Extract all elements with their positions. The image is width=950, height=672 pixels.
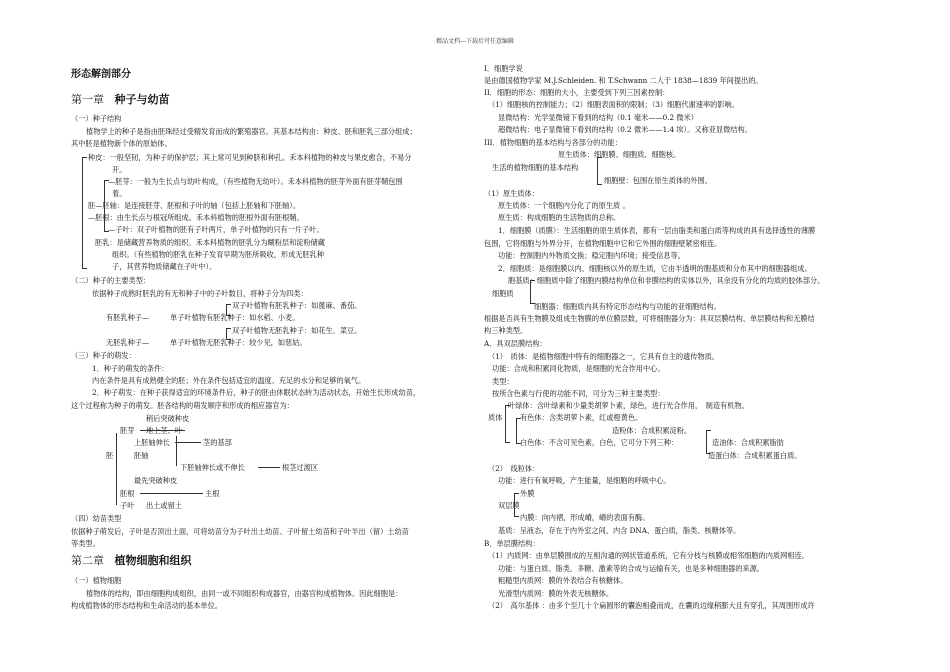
text-line: （二）种子的主要类型： xyxy=(71,276,151,285)
text-line: 质体 xyxy=(488,413,503,422)
text-line: 构三种类型。 xyxy=(484,326,528,335)
chapter-1-title: 种子与幼苗 xyxy=(114,93,170,106)
text-line: （1） 质体：是植物细胞中特有的细胞器之一，它具有自主的遗传物质。 xyxy=(488,352,719,361)
text-line: 依据种子成熟时胚乳的有无和种子中的子叶数目，将种子分为四类： xyxy=(92,289,308,298)
text-line: 包围，它将细胞与外界分开，在植物细胞中它和它外围的细胞壁紧密相连。 xyxy=(484,239,722,248)
text-line: 功能：与蛋白质、脂类、多糖、激素等的合成与运输有关，也是多种细胞器的来源。 xyxy=(498,564,764,573)
text-line: 造油体：合成积累脂肪 xyxy=(712,438,784,447)
text-line: 子，其营养物质储藏在子叶中）。 xyxy=(112,262,217,271)
page-header: 精品文档---下载后可任意编辑 xyxy=(435,38,515,45)
text-line: 植物学上的种子是指由胚珠经过受精发育而成的繁殖器官。其基本结构由：种皮、胚和胚乳三部分组成； xyxy=(86,127,417,136)
text-line: 功能：合成和积累同化物质，是细胞的光合作用中心。 xyxy=(492,364,665,373)
diagram-label: 胚 xyxy=(106,451,114,460)
text-line: 2．种子萌发：在种子获得适宜的环境条件后，种子的胚由休眠状态转为活动状态，开始生长形成幼苗， xyxy=(92,388,421,397)
text-line: 种皮：一般坚韧，为种子的保护层；其上常可见到种脐和种孔。禾本科植物的种皮与果皮愈合，不易分 xyxy=(88,153,412,162)
text-line: （一）种子结构 xyxy=(71,114,122,123)
text-line: 双子叶植物有胚乳种子：如蓖麻、番茄。 xyxy=(232,301,362,310)
text-line: 原生质体：细胞膜、细胞质、细胞核。 xyxy=(558,150,681,159)
text-line: 胚—胚轴：是连接胚芽、胚根和子叶的轴（包括上胚轴和下胚轴）。 xyxy=(88,201,301,210)
text-line: （1）内质网：由单层膜围成的互相沟通的网状管道系统，它有分枝与核膜或相邻细胞的内质网相连。 xyxy=(488,551,809,560)
text-line: 基质：呈液态，存在于内外室之间，内含 DNA、蛋白质，脂类、核糖体等。 xyxy=(498,526,741,535)
chapter-1-number: 第一章 xyxy=(71,93,104,106)
text-line: 根据是否具有生物膜及组成生物膜的单位膜层数，可将细胞器分为：具双层膜结构、单层膜结构和无膜结 xyxy=(484,314,815,323)
diagram-label: 出土或留土 xyxy=(146,501,182,510)
diagram-label: 上胚轴伸长 xyxy=(134,438,170,447)
plastid-bracket xyxy=(505,405,510,443)
text-line: （2） 线粒体： xyxy=(488,464,540,473)
text-line: 植物体的结构，即由细胞构成组织，由同一或不同组织构成器官，由器官构成植物体。因此细胞是： xyxy=(86,589,403,598)
text-line: 功能：进行有氧呼吸，产生能量，是细胞的呼吸中心。 xyxy=(498,476,671,485)
text-line: 开。 xyxy=(112,165,127,174)
text-line: 外膜 xyxy=(520,489,535,498)
text-line: 类型： xyxy=(492,377,514,386)
text-line: 胚乳：是储藏营养物质的组织。禾本科植物的胚乳分为糊粉层和淀粉储藏 xyxy=(95,238,326,247)
text-line: 组织。（有些植物的胚乳在种子发育早期为胚所吸收，形成无胚乳种 xyxy=(112,250,325,259)
text-line: 显微结构：光学显微镜下看到的结构（0.1 毫米——0.2 微米） xyxy=(498,113,698,122)
chapter-2-title: 植物细胞和组织 xyxy=(114,554,192,567)
text-line: 功能：控制胞内外物质交换；稳定胞内环境；接受信息等。 xyxy=(498,251,685,260)
text-line: 依据种子萌发后，子叶是否顶出土面，可将幼苗分为子叶出土幼苗、子叶留土幼苗和子叶半出（留）土幼苗 xyxy=(71,527,409,536)
text-line: III．植物细胞的基本结构与各部分的功能： xyxy=(484,138,622,147)
text-line: 等类型。 xyxy=(71,539,100,548)
text-line: —子叶：双子叶植物的胚有子叶两片，单子叶植物的只有一片子叶。 xyxy=(108,225,324,234)
text-line: 构成植物体的形态结构和生命活动的基本单位。 xyxy=(71,601,222,610)
text-line: 造蛋白体：合成积累蛋白质。 xyxy=(708,451,802,460)
diagram-label: 稍后突破种皮 xyxy=(146,414,190,423)
text-line: 按所含色素与行使的功能不同，可分为三种主要类型： xyxy=(492,389,665,398)
diagram-label: 子叶 xyxy=(120,501,135,510)
text-line: —胚芽：一般为生长点与幼叶构成，（有些植物无幼叶）。禾本科植物的胚芽外面有胚芽鞘包围 xyxy=(108,177,403,186)
text-line: —胚根：由生长点与根冠所组成。禾本科植物的胚根外面有胚根鞘。 xyxy=(88,213,304,222)
text-line: 叶绿体：含叶绿素和少量类胡萝卜素，绿色，进行光合作用， 制造有机物。 xyxy=(508,401,749,410)
text-line: 无胚乳种子— xyxy=(106,338,150,347)
text-line: II．细胞的形态：细胞的大小，主要受到下列三因素控制： xyxy=(484,88,670,97)
text-line: 单子叶植物有胚乳种子：如水稻、小麦。 xyxy=(170,313,300,322)
text-line: I．细胞学说 xyxy=(484,64,523,73)
part-title: 形态解剖部分 xyxy=(71,69,131,80)
diagram-label: 胚轴 xyxy=(134,451,149,460)
seed-structure-bracket xyxy=(82,157,87,269)
embryo-bracket xyxy=(104,180,109,232)
text-line: A．具双层膜结构： xyxy=(484,339,547,348)
text-line: 超微结构：电子显微镜下看到的结构（0.2 微米——1.4 埃）。又称亚显微结构。 xyxy=(498,125,752,134)
text-line: 造粉体：合成积累淀粉。 xyxy=(612,426,692,435)
text-line: 内膜：向内褶，形成嵴，嵴的表面有酶。 xyxy=(520,513,650,522)
text-line: （2） 高尔基体 ：由多个至几十个扁圆形的囊泡相叠而成，在囊的边缘稍膨大且有穿孔，其周围形成许 xyxy=(488,601,815,610)
text-line: 白色体：不含可见色素，白色，它可分下列三种： xyxy=(520,438,679,447)
text-line: （一）植物细胞 xyxy=(71,576,122,585)
cytoplasm-bracket xyxy=(530,280,535,304)
diagram-label: 最先突破种皮 xyxy=(134,476,178,485)
text-line: 其中胚是植物新个体的原始体。 xyxy=(71,139,172,148)
text-line: 1．种子的萌发的条件： xyxy=(92,364,169,373)
text-line: 细胞壁：包围在原生质体的外围。 xyxy=(604,176,712,185)
text-line: 细胞质 xyxy=(492,289,514,298)
text-line: 着。 xyxy=(112,189,127,198)
text-line: 有胚乳种子— xyxy=(106,313,150,322)
diagram-label: 根茎过渡区 xyxy=(282,463,318,472)
text-line: （1）细胞核的控制能力；（2）细胞表面积的限制；（3）细胞代谢速率的影响。 xyxy=(488,100,739,109)
text-line: 双层膜 xyxy=(498,501,520,510)
text-line: 是由德国植物学家 M.J.Schleiden. 和 T.Schwann 二人于 1838—1839 年间提出的。 xyxy=(484,76,763,85)
chapter-2-heading xyxy=(71,556,192,565)
text-line: 粗糙型内质网：膜的外表结合有核糖体。 xyxy=(498,576,628,585)
chapter-2-number: 第二章 xyxy=(71,554,104,567)
text-line: 原生质：构成细胞的生活物质的总称。 xyxy=(498,213,621,222)
diagram-label: 下胚轴伸长或不伸长 xyxy=(180,463,245,472)
seed-type-bracket xyxy=(226,304,231,316)
chapter-1-heading xyxy=(71,95,170,104)
cell-structure-bracket xyxy=(597,157,602,185)
text-line: （1）原生质体： xyxy=(484,189,539,198)
membrane-bracket xyxy=(514,493,519,517)
text-line: 2．细胞质：是细胞膜以内、细胞核以外的原生质，它由半透明的胞基质和分布其中的细胞器组成。 xyxy=(498,264,812,273)
text-line: 单子叶植物无胚乳种子：较少见，如慈姑。 xyxy=(170,338,307,347)
diagram-label: 胚根 xyxy=(120,489,135,498)
text-line: B．单层膜结构： xyxy=(484,539,540,548)
text-line: 原生质体：一个细胞内分化了的原生质 。 xyxy=(498,201,630,210)
text-line: 有色体：含类胡萝卜素，红或橙黄色。 xyxy=(520,413,643,422)
text-line: （三）种子的萌发： xyxy=(71,351,136,360)
seed-type-bracket xyxy=(226,328,231,340)
diagram-label: 胚芽 xyxy=(120,426,135,435)
diagram-label: 茎的基部 xyxy=(203,438,232,447)
text-line: 1．细胞膜（质膜）：生活细胞的原生质体表，都有一层由脂类和蛋白质等构成的具有选择透性的薄膜 xyxy=(498,226,816,235)
text-line: 胞基质：细胞质中除了细胞内膜结构单位和非膜结构的实体以外，其余没有分化的均质的胶体部分。 xyxy=(508,276,825,285)
text-line: 细胞器：细胞质内具有特定形态结构与功能的亚细胞结构。 xyxy=(534,302,721,311)
text-line: （四）幼苗类型 xyxy=(71,514,122,523)
text-line: 内在条件是具有成熟健全的胚；外在条件包括适宜的温度、充足的水分和足够的氧气。 xyxy=(92,376,366,385)
text-line: 光滑型内质网：膜的外表无核糖体。 xyxy=(498,589,614,598)
text-line: 这个过程称为种子的萌发。胚各结构的萌发顺序和形成的相应器官为： xyxy=(71,401,294,410)
text-line: 生活的植物细胞的基本结构 xyxy=(492,163,579,172)
text-line: 双子叶植物无胚乳种子：如花生、菜豆。 xyxy=(232,326,362,335)
diagram-label: 主根 xyxy=(205,489,220,498)
